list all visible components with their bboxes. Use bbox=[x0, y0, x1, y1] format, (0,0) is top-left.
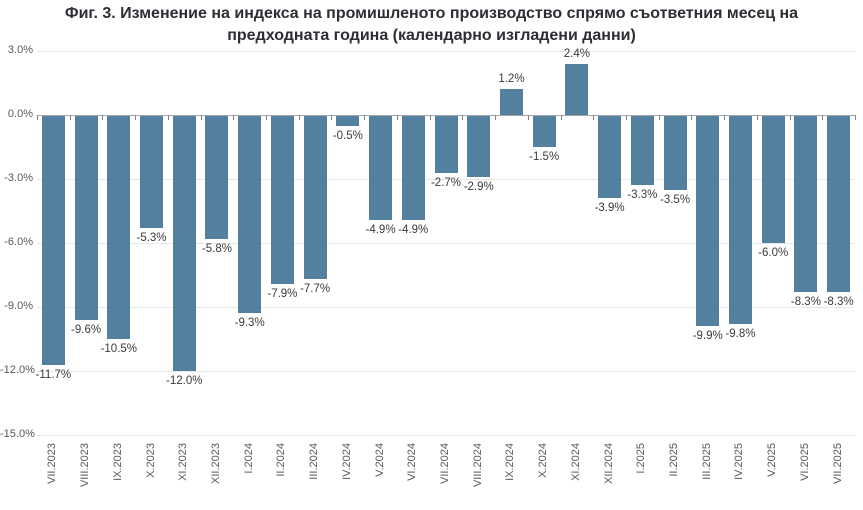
x-axis-label-XII.2024: XII.2024 bbox=[602, 443, 615, 484]
zero-axis-tick bbox=[364, 115, 365, 120]
zero-axis-tick bbox=[430, 115, 431, 120]
y-tick-label: 0.0% bbox=[7, 108, 33, 120]
bar-value-label: -3.9% bbox=[594, 202, 625, 215]
bar-value-label: -6.0% bbox=[758, 247, 789, 259]
x-axis-label-V.2024: V.2024 bbox=[373, 443, 386, 477]
bar-value-label: -7.7% bbox=[300, 283, 331, 296]
y-tick-label: -3.0% bbox=[4, 172, 33, 184]
bar-value-label: -9.3% bbox=[234, 317, 265, 330]
y-tick-label: -9.0% bbox=[4, 300, 33, 312]
bar-value-label: -7.9% bbox=[267, 287, 298, 300]
bar-value-label: -9.9% bbox=[692, 330, 723, 343]
bar-value-label: -9.6% bbox=[71, 323, 102, 336]
zero-axis-tick bbox=[70, 115, 71, 120]
zero-axis-tick bbox=[626, 115, 627, 120]
x-axis-label-III.2024: III.2024 bbox=[308, 443, 321, 480]
bar-value-label: -9.8% bbox=[725, 328, 756, 341]
x-axis-label-VIII.2023: VIII.2023 bbox=[79, 443, 92, 488]
bar-value-label: -0.5% bbox=[332, 129, 363, 142]
zero-axis-tick bbox=[691, 115, 692, 120]
bar-value-label: -1.5% bbox=[529, 151, 560, 163]
zero-axis-tick bbox=[299, 115, 300, 120]
bar-V.2025 bbox=[762, 115, 785, 243]
bar-VII.2024 bbox=[435, 115, 458, 173]
zero-axis-tick bbox=[822, 115, 823, 120]
bar-value-label: -3.5% bbox=[660, 193, 691, 206]
zero-axis-tick bbox=[593, 115, 594, 120]
x-axis-label-I.2024: I.2024 bbox=[242, 443, 255, 474]
bar-XII.2023 bbox=[205, 115, 228, 239]
bar-value-label: -11.7% bbox=[35, 368, 72, 381]
zero-axis-line bbox=[37, 115, 855, 116]
x-axis-label-IX.2024: IX.2024 bbox=[504, 443, 517, 481]
bar-II.2025 bbox=[664, 115, 687, 190]
y-tick-label: -6.0% bbox=[4, 236, 33, 248]
x-axis-label-VIII.2024: VIII.2024 bbox=[471, 443, 484, 488]
x-axis-label-II.2024: II.2024 bbox=[275, 443, 288, 477]
x-axis-label-XI.2023: XI.2023 bbox=[177, 443, 190, 481]
y-gridline bbox=[37, 51, 855, 52]
x-axis-label-II.2025: II.2025 bbox=[668, 443, 681, 477]
zero-axis-tick bbox=[495, 115, 496, 120]
y-gridline bbox=[37, 435, 855, 436]
bar-X.2024 bbox=[533, 115, 556, 147]
zero-axis-tick bbox=[724, 115, 725, 120]
x-axis-label-IX.2023: IX.2023 bbox=[111, 443, 124, 481]
bar-VIII.2024 bbox=[467, 115, 490, 177]
x-axis-label-XI.2024: XI.2024 bbox=[569, 443, 582, 481]
bar-VII.2025 bbox=[827, 115, 850, 292]
zero-axis-tick bbox=[331, 115, 332, 120]
bar-I.2025 bbox=[631, 115, 654, 185]
bar-value-label: -5.8% bbox=[201, 242, 232, 255]
bar-XII.2024 bbox=[598, 115, 621, 198]
zero-axis-tick bbox=[266, 115, 267, 120]
bar-value-label: -10.5% bbox=[100, 343, 138, 355]
x-axis-label-X.2024: X.2024 bbox=[537, 443, 550, 478]
bar-value-label: 2.4% bbox=[563, 47, 590, 60]
zero-axis-tick bbox=[168, 115, 169, 120]
bar-V.2024 bbox=[369, 115, 392, 220]
chart-title-line-2: предходната година (календарно изгладени данни) bbox=[227, 27, 636, 44]
zero-axis-tick bbox=[233, 115, 234, 120]
bar-IV.2025 bbox=[729, 115, 752, 324]
bar-II.2024 bbox=[271, 115, 294, 284]
x-axis-label-V.2025: V.2025 bbox=[766, 443, 779, 477]
zero-axis-tick bbox=[201, 115, 202, 120]
bar-XI.2024 bbox=[565, 64, 588, 115]
bar-value-label: -2.7% bbox=[430, 176, 462, 189]
chart-title-line-1: Фиг. 3. Изменение на индекса на промишленото производство спрямо съответния месец на bbox=[64, 5, 799, 22]
bar-IX.2023 bbox=[107, 115, 130, 339]
bar-value-label: -8.3% bbox=[790, 296, 821, 309]
zero-axis-tick bbox=[37, 115, 38, 120]
y-tick-label: 3.0% bbox=[7, 44, 33, 56]
x-axis-label-VI.2024: VI.2024 bbox=[406, 443, 419, 481]
y-tick-label: -15.0% bbox=[0, 428, 35, 440]
bar-VI.2025 bbox=[794, 115, 817, 292]
zero-axis-tick bbox=[757, 115, 758, 120]
x-axis-label-X.2023: X.2023 bbox=[144, 443, 157, 478]
bar-IV.2024 bbox=[336, 115, 359, 126]
bar-X.2023 bbox=[140, 115, 163, 228]
zero-axis-tick bbox=[462, 115, 463, 120]
zero-axis-tick bbox=[135, 115, 136, 120]
y-tick-label: -12.0% bbox=[0, 364, 35, 376]
x-axis-label-VII.2024: VII.2024 bbox=[439, 443, 451, 484]
y-gridline bbox=[37, 371, 855, 372]
bar-value-label: -4.9% bbox=[365, 223, 396, 236]
zero-axis-tick bbox=[397, 115, 398, 120]
zero-axis-tick bbox=[561, 115, 562, 120]
bar-value-label: 1.2% bbox=[498, 73, 525, 86]
x-axis-label-IV.2024: IV.2024 bbox=[340, 443, 353, 480]
bar-VIII.2023 bbox=[75, 115, 98, 320]
zero-axis-tick bbox=[790, 115, 791, 120]
bar-IX.2024 bbox=[500, 89, 523, 115]
bar-VI.2024 bbox=[402, 115, 425, 220]
bar-value-label: -4.9% bbox=[398, 223, 429, 236]
x-axis-label-VII.2025: VII.2025 bbox=[831, 443, 844, 484]
bar-value-label: -3.3% bbox=[627, 189, 658, 202]
x-axis-label-IV.2025: IV.2025 bbox=[733, 443, 746, 480]
bar-I.2024 bbox=[238, 115, 261, 313]
bar-value-label: -5.3% bbox=[136, 232, 167, 245]
x-axis-label-III.2025: III.2025 bbox=[700, 443, 713, 480]
x-axis-label-XII.2023: XII.2023 bbox=[209, 443, 222, 484]
bar-III.2025 bbox=[696, 115, 719, 326]
bar-value-label: -12.0% bbox=[166, 375, 203, 387]
zero-axis-tick bbox=[855, 115, 856, 120]
bar-value-label: -8.3% bbox=[823, 296, 854, 309]
x-axis-label-VI.2025: VI.2025 bbox=[798, 443, 811, 481]
x-axis-label-I.2025: I.2025 bbox=[635, 443, 648, 474]
zero-axis-tick bbox=[659, 115, 660, 120]
zero-axis-tick bbox=[102, 115, 103, 120]
zero-axis-tick bbox=[528, 115, 529, 120]
bar-value-label: -2.9% bbox=[463, 180, 494, 193]
x-axis-label-VII.2023: VII.2023 bbox=[46, 443, 59, 484]
